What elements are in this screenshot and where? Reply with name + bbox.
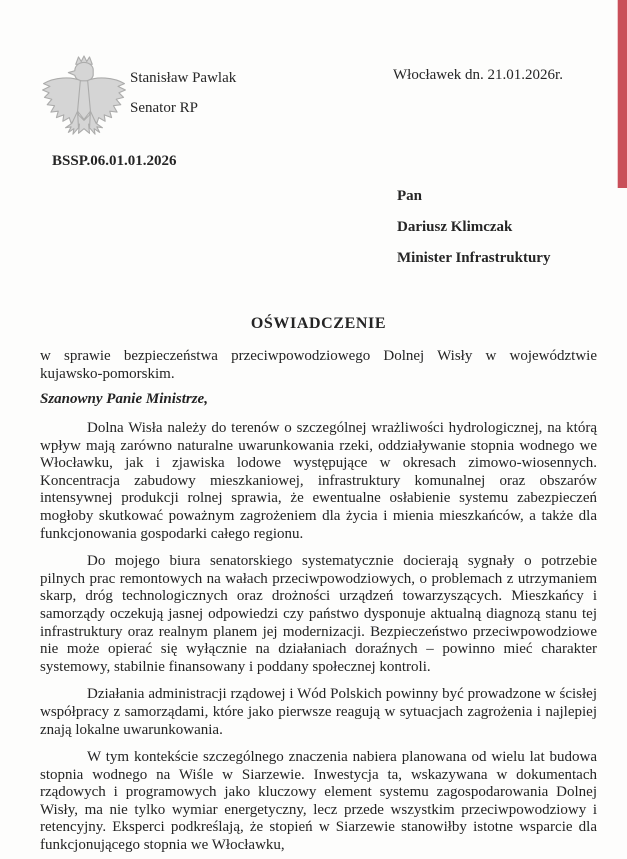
red-accent-bar (617, 0, 627, 188)
addressee-name: Dariusz Klimczak (397, 219, 513, 235)
statement-subject: w sprawie bezpieczeństwa przeciwpowodziowego Dolnej Wisły w województwie kujawsko-pomorskim. (40, 348, 597, 382)
body-paragraph: Działania administracji rządowej i Wód Polskich powinny być prowadzone w ścisłej współpracy z samorządami, które jako pierwsze reagują w sytuacjach zagrożenia i najlepiej znają lokalne uwarunkowania. (40, 686, 597, 738)
place-and-date: Włocławek dn. 21.01.2026r. (393, 67, 563, 83)
sender-title: Senator RP (130, 100, 198, 116)
body-paragraph: W tym kontekście szczególnego znaczenia nabiera planowana od wielu lat budowa stopnia wodnego na Wiśle w Siarzewie. Inwestycja ta, wskazywana w dokumentach rządowych i programowych jako kluczowy element systemu zagospodarowania Dolnej Wisły, ma nie tylko wymiar energetyczny, lecz przede wszystkim przeciwpowodziowy i retencyjny. Eksperci podkreślają, że stopień w Siarzewie stanowiłby istotne wsparcie dla funkcjonującego stopnia we Włocławku, (40, 749, 597, 854)
sender-name: Stanisław Pawlak (130, 70, 237, 86)
addressee-title: Minister Infrastruktury (397, 250, 551, 266)
body-paragraph: Do mojego biura senatorskiego systematycznie docierają sygnały o potrzebie pilnych prac remontowych na wałach przeciwpowodziowych, o problemach z utrzymaniem skarp, dróg technologicznych oraz drożności urządzeń towarzyszących. Mieszkańcy i samorządy oczekują jasnej odpowiedzi czy państwo dysponuje aktualną diagnozą stanu tej infrastruktury oraz realnym planem jej modernizacji. Bezpieczeństwo przeciwpowodziowe nie może opierać się wyłącznie na działaniach doraźnych – powinno mieć charakter systemowy, stabilnie finansowany i poddany społecznej kontroli. (40, 553, 597, 675)
greeting-line: Szanowny Panie Ministrze, (40, 391, 208, 407)
addressee-salutation: Pan (397, 188, 423, 204)
reference-number: BSSP.06.01.01.2026 (52, 153, 177, 169)
addressee-block (397, 181, 550, 274)
body-paragraph: Dolna Wisła należy do terenów o szczególnej wrażliwości hydrologicznej, na którą wpływ mają zarówno naturalne uwarunkowania rzeki, oddziaływanie stopnia wodnego we Włocławku, jak i zjawiska lodowe występujące w okresach zimowo-wiosennych. Koncentracja zabudowy mieszkaniowej, infrastruktury komunalnej oraz obszarów intensywnej produkcji rolnej sprawia, że ewentualne osłabienie systemu zabezpieczeń mogłoby skutkować poważnym zagrożeniem dla życia i mienia mieszkańców, a także dla funkcjonowania gospodarki całego regionu. (40, 420, 597, 542)
statement-title: OŚWIADCZENIE (250, 315, 387, 332)
letter-body (40, 315, 597, 859)
polish-eagle-emblem-icon (38, 53, 130, 151)
